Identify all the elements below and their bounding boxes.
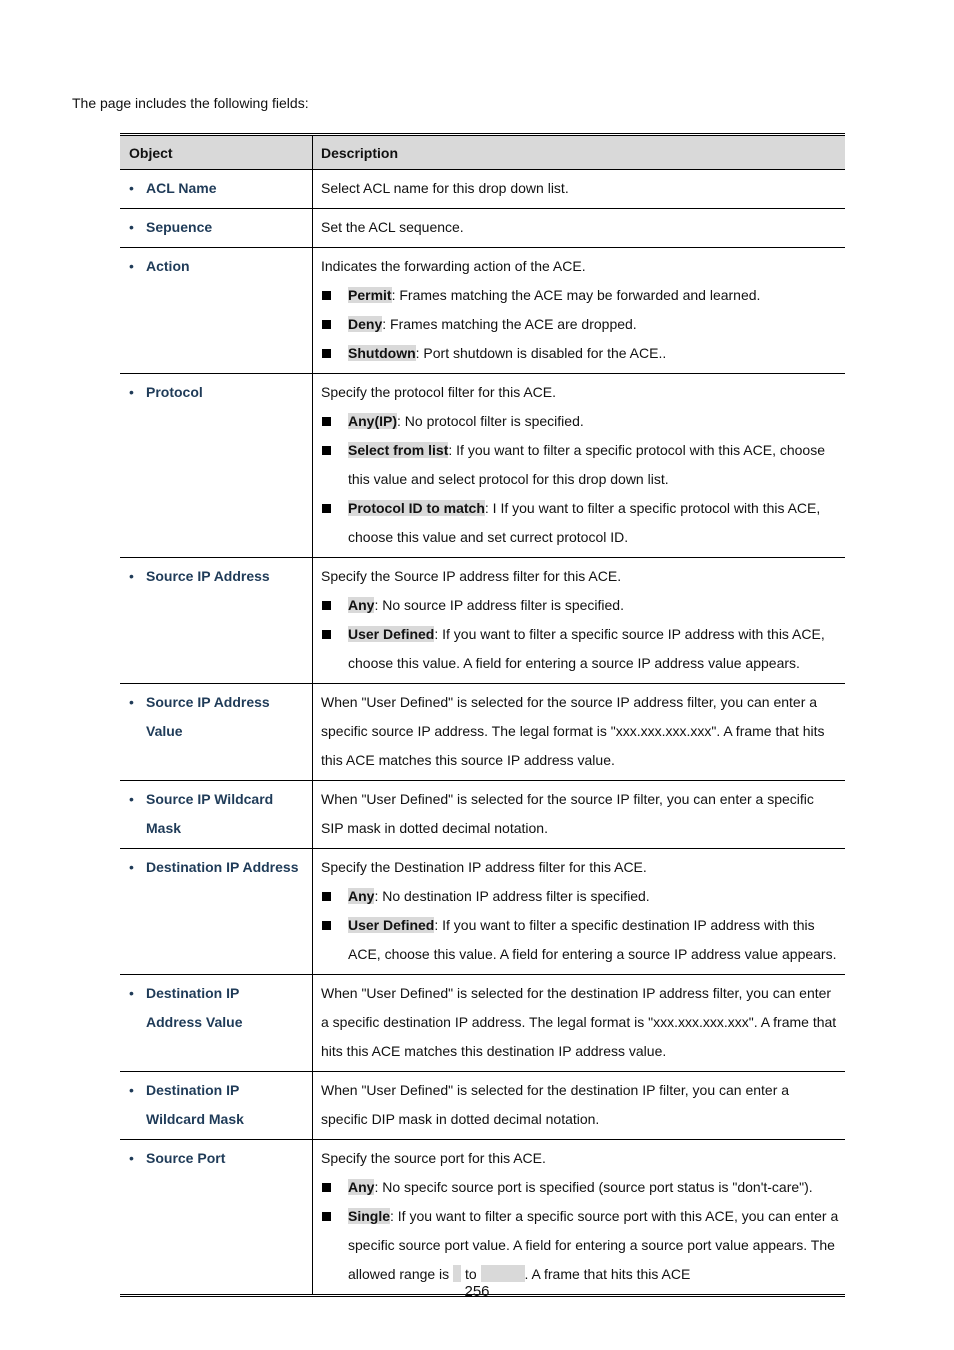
object-cell [120,170,313,208]
field-name-label: Destination IP Address Value [146,985,243,1030]
bullet-dot-icon: • [129,219,134,235]
table-row [120,684,845,781]
square-bullet-icon [321,407,348,436]
object-cell [120,1072,313,1139]
field-name-label: Destination IP Wildcard Mask [146,1082,244,1127]
option-term: User Defined [348,917,435,933]
table-row [120,849,845,975]
description-cell [313,684,845,780]
bullet-dot-icon: • [129,384,134,400]
description-cell [313,1072,845,1139]
description-cell [313,170,845,208]
description-text: Specify the Destination IP address filter for this ACE. [321,859,647,875]
option-term: Protocol ID to match [348,500,485,516]
header-object: Object [120,136,313,169]
option-description: : No specifc source port is specified (source port status is "don't-care"). [374,1179,813,1195]
table-row [120,248,845,374]
option-body [348,591,624,620]
option-term: Any [348,888,375,904]
description-cell [313,781,845,848]
square-bullet-icon [321,882,348,911]
field-name [129,174,306,203]
option-description: : If you want to filter a specific source port with this ACE, you can enter a specific source port value. A field for entering a source port value appears. The allowed range is [348,1208,839,1282]
field-name-label: Source IP Address [146,568,270,584]
field-name [129,785,306,843]
square-bullet-icon [321,1173,348,1202]
description-cell [313,1140,845,1294]
option-item [321,1202,839,1289]
table-row [120,374,845,558]
range-max-blank [481,1265,525,1282]
object-cell [120,684,313,780]
option-body [348,620,839,678]
field-name-label: Source IP Address Value [146,694,270,739]
square-bullet-icon [321,494,348,552]
option-item [321,310,839,339]
description-text: When "User Defined" is selected for the source IP filter, you can enter a specific SIP mask in dotted decimal notation. [321,791,814,836]
object-cell [120,849,313,974]
option-body [348,310,637,339]
description-cell [313,209,845,247]
object-cell [120,975,313,1071]
object-cell [120,209,313,247]
option-body [348,281,760,310]
field-name [129,252,306,281]
bullet-dot-icon: • [129,568,134,584]
field-name [129,1144,306,1173]
option-description: : I If you want to filter a specific protocol with this ACE, choose this value and set currect protocol ID. [348,500,821,545]
description-cell [313,374,845,557]
description-cell [313,975,845,1071]
description-text: Specify the Source IP address filter for this ACE. [321,568,622,584]
option-term: Single [348,1208,391,1224]
bullet-dot-icon: • [129,859,134,875]
fields-table [120,133,845,1297]
option-item [321,281,839,310]
option-item [321,1173,839,1202]
option-description: : No source IP address filter is specified. [374,597,624,613]
object-cell [120,1140,313,1294]
header-description: Description [321,144,399,161]
field-name-label: Source IP Wildcard Mask [146,791,274,836]
square-bullet-icon [321,281,348,310]
option-term: Any [348,597,375,613]
option-term: Any(IP) [348,413,397,429]
bullet-dot-icon: • [129,1082,134,1098]
bullet-dot-icon: • [129,985,134,1001]
option-term: User Defined [348,626,435,642]
page-number: 256 [464,1283,490,1300]
option-item [321,620,839,678]
option-description: : No destination IP address filter is specified. [374,888,650,904]
table-header [120,136,845,170]
option-body [348,1202,839,1289]
option-term: Shutdown [348,345,416,361]
description-cell [313,558,845,683]
description-cell [313,248,845,373]
option-body [348,1173,813,1202]
field-name-label: Destination IP Address [146,859,299,875]
object-cell [120,248,313,373]
option-item [321,436,839,494]
object-cell [120,781,313,848]
bullet-dot-icon: • [129,1150,134,1166]
table-row [120,558,845,684]
square-bullet-icon [321,310,348,339]
option-term: Select from list [348,442,449,458]
square-bullet-icon [321,591,348,620]
option-body [348,911,839,969]
table-row [120,209,845,248]
table-row [120,781,845,849]
square-bullet-icon [321,339,348,368]
square-bullet-icon [321,620,348,678]
description-text: When "User Defined" is selected for the source IP address filter, you can enter a specific source IP address. The legal format is "xxx.xxx.xxx.xxx". A frame that hits this ACE matches this source IP address value. [321,694,825,768]
option-item [321,591,839,620]
option-description: : Frames matching the ACE are dropped. [382,316,637,332]
field-name [129,688,306,746]
table-row [120,1072,845,1140]
field-name-label: Source Port [146,1150,226,1166]
bullet-dot-icon: • [129,694,134,710]
field-name [129,1076,306,1134]
option-item [321,494,839,552]
option-description: : If you want to filter a specific protocol with this ACE, choose this value and select protocol for this drop down list. [348,442,825,487]
intro-text: The page includes the following fields: [72,95,309,111]
field-name-label: Sepuence [146,219,213,235]
object-cell [120,374,313,557]
option-term: Deny [348,316,383,332]
option-body [348,494,839,552]
option-description: : No protocol filter is specified. [397,413,584,429]
option-body [348,436,839,494]
table-row [120,975,845,1072]
option-item [321,882,839,911]
description-text: When "User Defined" is selected for the destination IP filter, you can enter a specific DIP mask in dotted decimal notation. [321,1082,790,1127]
bullet-dot-icon: • [129,258,134,274]
square-bullet-icon [321,1202,348,1289]
range-min-blank [453,1265,461,1282]
option-body [348,882,650,911]
field-name-label: ACL Name [146,180,217,196]
square-bullet-icon [321,911,348,969]
option-description: : Port shutdown is disabled for the ACE.. [415,345,667,361]
option-body [348,407,584,436]
square-bullet-icon [321,436,348,494]
option-description: : Frames matching the ACE may be forwarded and learned. [391,287,761,303]
description-text: Select ACL name for this drop down list. [321,180,569,196]
field-name [129,213,306,242]
option-item [321,339,839,368]
table-row [120,1140,845,1294]
option-body [348,339,666,368]
description-text: Specify the source port for this ACE. [321,1150,546,1166]
option-term: Permit [348,287,392,303]
description-text: Indicates the forwarding action of the ACE. [321,258,586,274]
field-name [129,853,306,882]
bullet-dot-icon: • [129,180,134,196]
range-to-word: to [464,1266,477,1282]
field-name [129,979,306,1037]
option-item [321,407,839,436]
object-cell [120,558,313,683]
option-description: : If you want to filter a specific source IP address with this ACE, choose this value. A field for entering a source IP address value appears. [348,626,825,671]
bullet-dot-icon: • [129,791,134,807]
description-text: When "User Defined" is selected for the destination IP address filter, you can enter a specific destination IP address. The legal format is "xxx.xxx.xxx.xxx". A frame that hits this ACE matches this destination IP address value. [321,985,837,1059]
field-name-label: Protocol [146,384,203,400]
field-name [129,562,306,591]
option-description: : If you want to filter a specific destination IP address with this ACE, choose this value. A field for entering a source IP address value appears. [348,917,837,962]
table-row [120,170,845,209]
description-cell [313,849,845,974]
option-description-tail: . A frame that hits this ACE [524,1266,691,1282]
description-text: Specify the protocol filter for this ACE. [321,384,556,400]
field-name [129,378,306,407]
field-name-label: Action [146,258,190,274]
option-term: Any [348,1179,375,1195]
option-item [321,911,839,969]
description-text: Set the ACL sequence. [321,219,464,235]
